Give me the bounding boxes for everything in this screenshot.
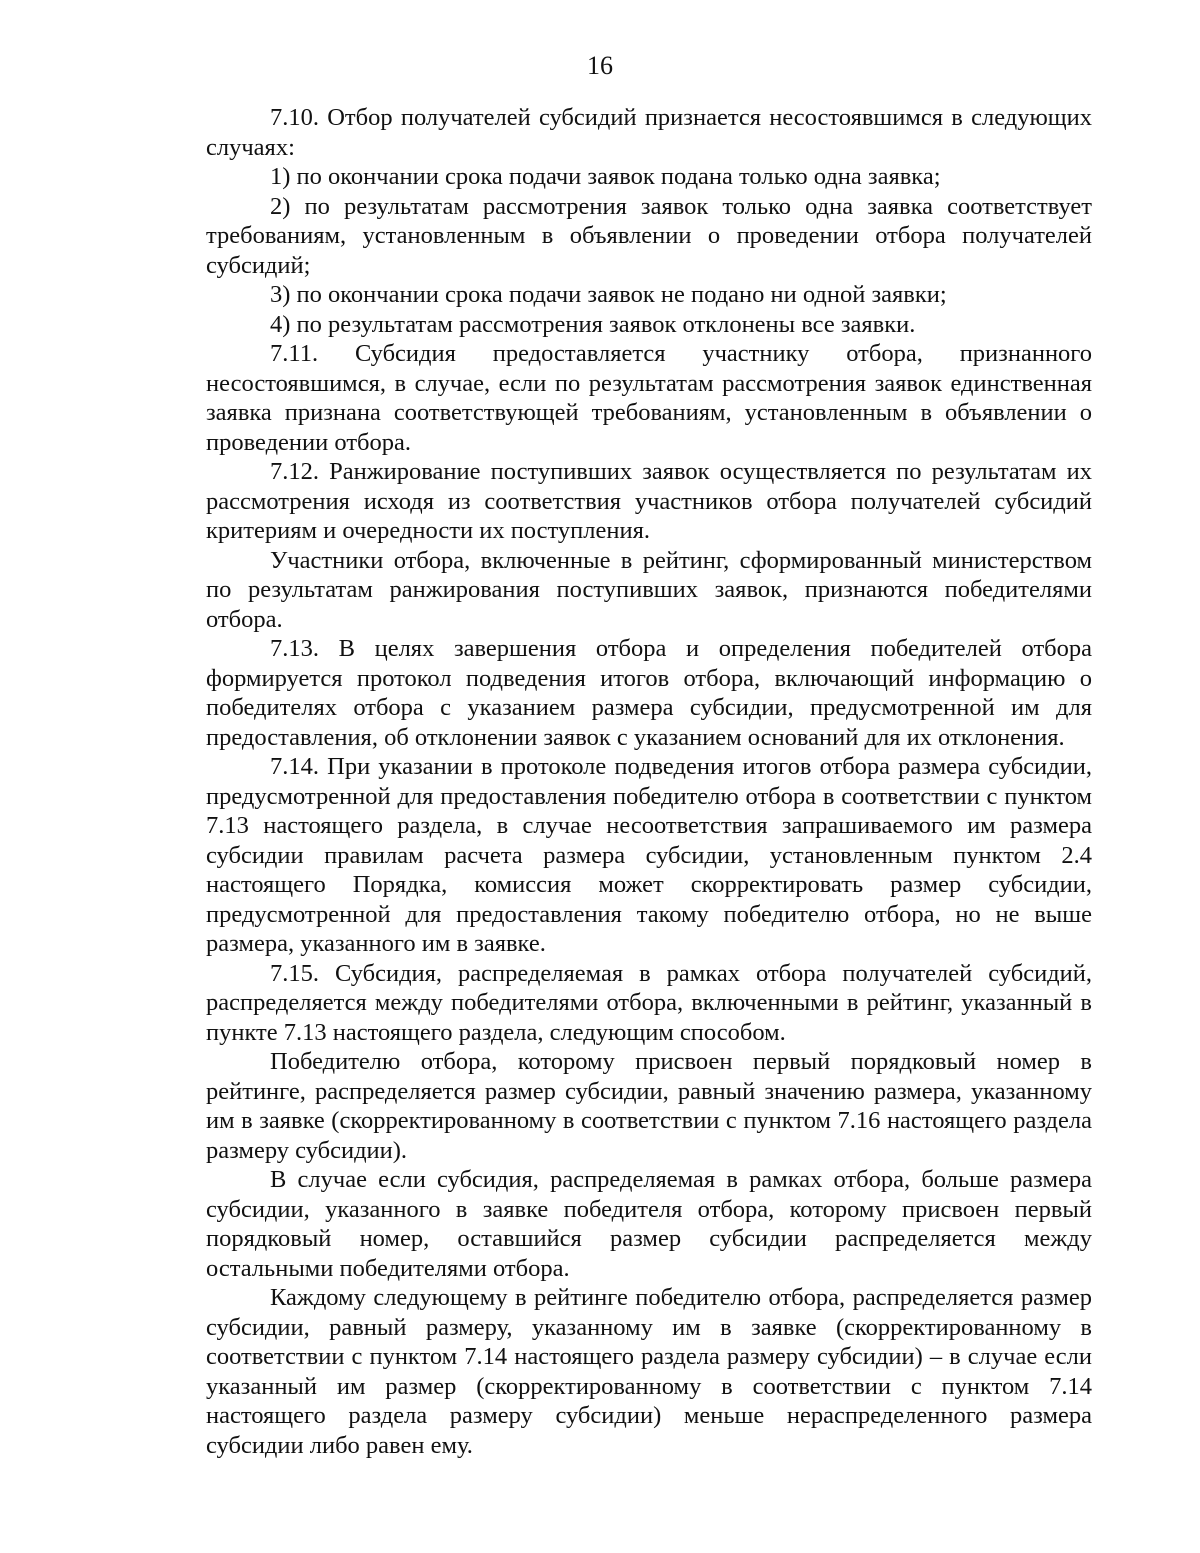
list-item-4: 4) по результатам рассмотрения заявок отклонены все заявки. xyxy=(270,310,916,338)
paragraph-next-winner: Каждому следующему в рейтинге победителю отбора, распределяется размер субсидии, равный размеру, указанному им в заявке (скорректированному в соответствии с пунктом 7.14 настоящего раздела размеру субсидии) – в случае если указанный им размер (скорректированному в соответствии с пунктом 7.14 настоящего раздела размеру субсидии) меньше нераспределенного размера субсидии либо равен ему. xyxy=(206,1284,1092,1459)
paragraph-remaining-subsidy: В случае если субсидия, распределяемая в рамках отбора, больше размера субсидии, указанного в заявке победителя отбора, которому присвоен первый порядковый номер, оставшийся размер субсидии распределяется между остальными победителями отбора. xyxy=(206,1166,1092,1282)
paragraph-first-winner: Победителю отбора, которому присвоен первый порядковый номер в рейтинге, распределяется размер субсидии, равный значению размера, указанному им в заявке (скорректированному в соответствии с пунктом 7.16 настоящего раздела размеру субсидии). xyxy=(206,1048,1092,1164)
document-body xyxy=(206,103,1092,1460)
list-item-3: 3) по окончании срока подачи заявок не подано ни одной заявки; xyxy=(270,281,947,308)
paragraph-7-13: 7.13. В целях завершения отбора и определения победителей отбора формируется протокол подведения итогов отбора, включающий информацию о победителях отбора с указанием размера субсидии, предусмотренной им для предоставления, об отклонении заявок с указанием оснований для их отклонения. xyxy=(206,635,1092,751)
paragraph-7-14: 7.14. При указании в протоколе подведения итогов отбора размера субсидии, предусмотренной для предоставления победителю отбора в соответствии с пунктом 7.13 настоящего раздела, в случае несоответствия запрашиваемого им размера субсидии правилам расчета размера субсидии, установленным пунктом 2.4 настоящего Порядка, комиссия может скорректировать размер субсидии, предусмотренной для предоставления такому победителю отбора, но не выше размера, указанного им в заявке. xyxy=(206,753,1092,957)
paragraph-7-11: 7.11. Субсидия предоставляется участнику отбора, признанного несостоявшимся, в случае, если по результатам рассмотрения заявок единственная заявка признана соответствующей требованиям, установленным в объявлении о проведении отбора. xyxy=(206,340,1092,456)
list-item-2: 2) по результатам рассмотрения заявок только одна заявка соответствует требованиям, установленным в объявлении о проведении отбора получателей субсидий; xyxy=(206,192,1092,279)
paragraph-7-15: 7.15. Субсидия, распределяемая в рамках отбора получателей субсидий, распределяется между победителями отбора, включенными в рейтинг, указанный в пункте 7.13 настоящего раздела, следующим способом. xyxy=(206,959,1092,1046)
page-number: 16 xyxy=(587,51,613,80)
paragraph-7-12: 7.12. Ранжирование поступивших заявок осуществляется по результатам их рассмотрения исходя из соответствия участников отбора получателей субсидий критериям и очередности их поступления. xyxy=(206,458,1092,544)
paragraph-rating-winners: Участники отбора, включенные в рейтинг, сформированный министерством по результатам ранжирования поступивших заявок, признаются победителями отбора. xyxy=(206,546,1092,633)
paragraph-7-10: 7.10. Отбор получателей субсидий признается несостоявшимся в следующих случаях: xyxy=(206,104,1092,161)
list-item-1: 1) по окончании срока подачи заявок подана только одна заявка; xyxy=(270,163,941,190)
